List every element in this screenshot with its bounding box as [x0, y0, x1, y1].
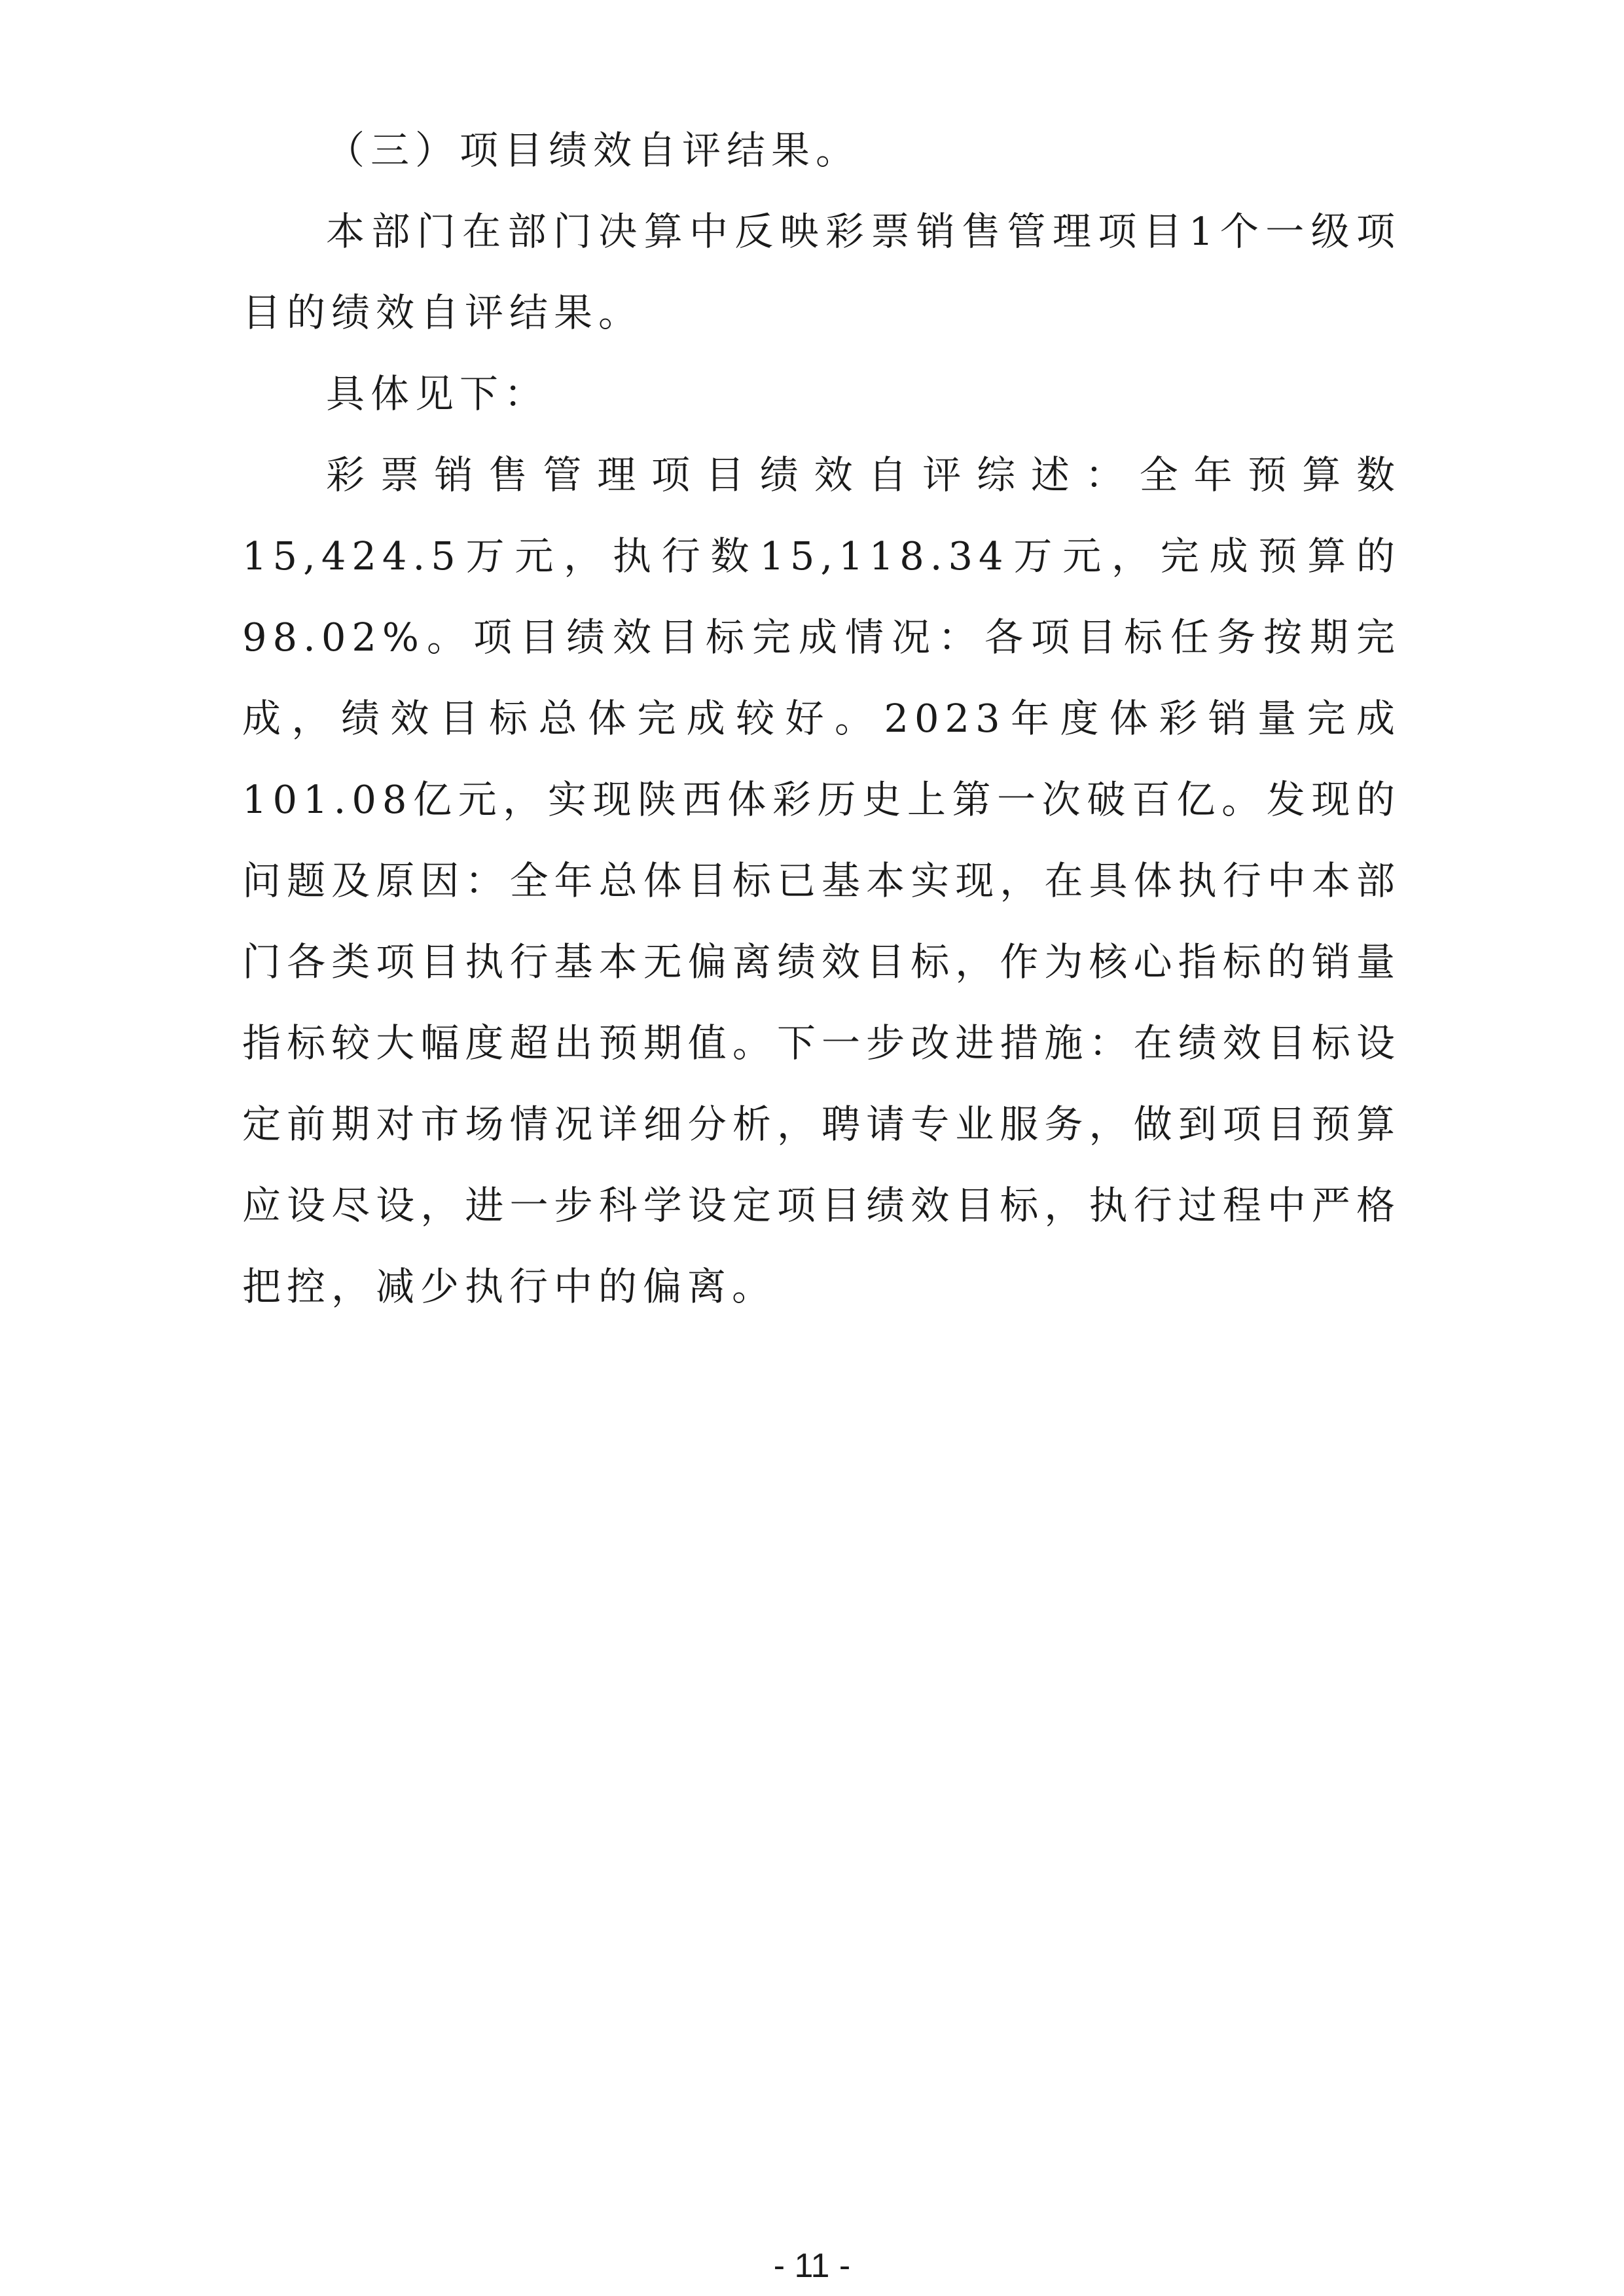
- section-heading: （三）项目绩效自评结果。: [326, 128, 861, 173]
- paragraph-details-lead: 具体见下：: [326, 371, 549, 416]
- document-body: [242, 110, 1401, 1327]
- page-number: - 11 -: [773, 2247, 851, 2285]
- paragraph-summary: 彩票销售管理项目绩效自评综述：全年预算数15,424.5万元，执行数15,118.34万元，完成预算的98.02%。项目绩效目标完成情况：各项目标任务按期完成，绩效目标总体完成较好。2023年度体彩销量完成101.08亿元，实现陕西体彩历史上第一次破百亿。发现的问题及原因：全年总体目标已基本实现，在具体执行中本部门各类项目执行基本无偏离绩效目标，作为核心指标的销量指标较大幅度超出预期值。下一步改进措施：在绩效目标设定前期对市场情况详细分析，聘请专业服务，做到项目预算应设尽设，进一步科学设定项目绩效目标，执行过程中严格把控，减少执行中的偏离。: [242, 452, 1401, 1309]
- paragraph-intro: 本部门在部门决算中反映彩票销售管理项目1个一级项目的绩效自评结果。: [242, 209, 1401, 335]
